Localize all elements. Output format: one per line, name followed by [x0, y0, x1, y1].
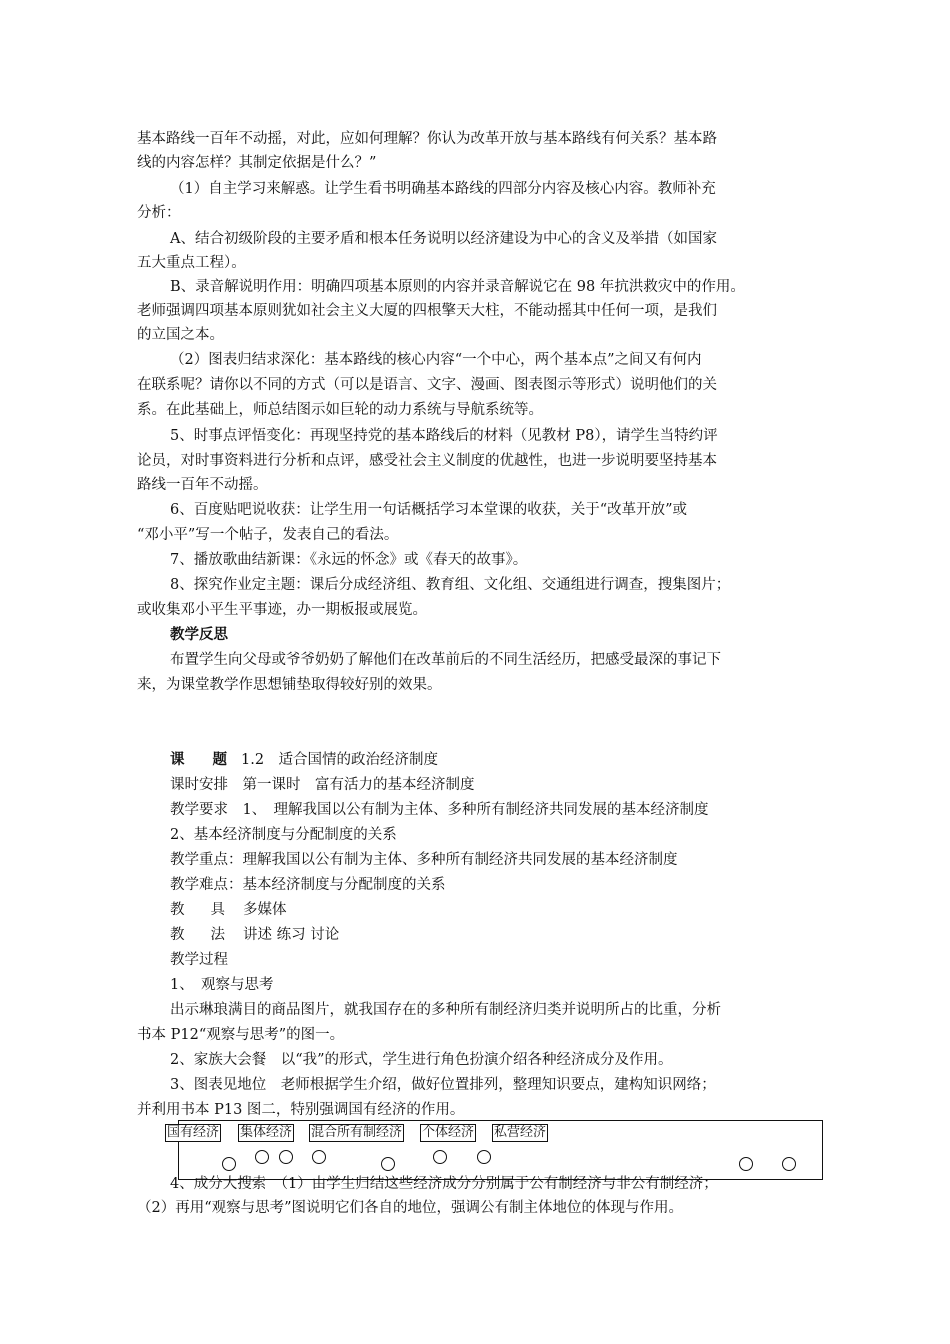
lesson-title-label: 题 [212, 751, 227, 768]
teaching-method-line [170, 925, 339, 945]
paragraph-line: 5、时事点评悟变化：再现坚持党的基本路线后的材料（见教材 P8），请学生当特约评 [170, 428, 718, 444]
diagram-circle [312, 1150, 326, 1164]
paragraph-line: 在联系呢？请你以不同的方式（可以是语言、文字、漫画、图表图示等形式）说明他们的关 [137, 377, 717, 393]
paragraph-line: 2、家族大会餐 以“我”的形式，学生进行角色扮演介绍各种经济成分及作用。 [170, 1052, 673, 1068]
label-char: 法 [210, 927, 225, 943]
lesson-title-label: 课 [170, 751, 185, 768]
paragraph-line: （1）自主学习来解惑。让学生看书明确基本路线的四部分内容及核心内容。教师补充 [170, 181, 716, 197]
diagram-circle [782, 1157, 796, 1171]
paragraph-line: 五大重点工程）。 [137, 255, 246, 271]
paragraph-line: 7、播放歌曲结新课：《永远的怀念》或《春天的故事》。 [170, 552, 528, 568]
paragraph-line: 书本 P12“观察与思考”的图一。 [137, 1027, 345, 1043]
paragraph-line: 4、成分大搜索 （1）由学生归结这些经济成分分别属于公有制经济与非公有制经济； [170, 1176, 718, 1192]
lesson-title: 1.2 适合国情的政治经济制度 [241, 752, 439, 768]
paragraph-line: （2）再用“观察与思考”图说明它们各自的地位，强调公有制主体地位的体现与作用。 [137, 1200, 684, 1216]
paragraph-line: 路线一百年不动摇。 [137, 477, 268, 493]
diagram-circle [279, 1150, 293, 1164]
paragraph-line: 3、图表见地位 老师根据学生介绍，做好位置排列，整理知识要点，建构知识网络； [170, 1077, 716, 1093]
paragraph-line: 课时安排 第一课时 富有活力的基本经济制度 [170, 777, 475, 793]
paragraph-line: 布置学生向父母或爷爷奶奶了解他们在改革前后的不同生活经历，把感受最深的事记下 [170, 652, 721, 668]
diagram-tag: 混合所有制经济 [311, 1125, 403, 1140]
label-char: 具 [210, 902, 225, 918]
paragraph-line: 老师强调四项基本原则犹如社会主义大厦的四根擎天大柱，不能动摇其中任何一项，是我们 [137, 303, 717, 319]
paragraph-line: 8、探究作业定主题：课后分成经济组、教育组、文化组、交通组进行调查，搜集图片； [170, 577, 731, 593]
diagram-tag: 国有经济 [167, 1125, 220, 1140]
paragraph-line: B、录音解说明作用：明确四项基本原则的内容并录音解说它在 98 年抗洪救灾中的作用。 [170, 279, 745, 295]
paragraph-line: 或收集邓小平生平事迹，办一期板报或展览。 [137, 602, 427, 618]
paragraph-line: 来，为课堂教学作思想铺垫取得较好别的效果。 [137, 677, 442, 693]
teaching-method-value: 讲述 练习 讨论 [243, 927, 340, 943]
paragraph-line: 1、 观察与思考 [170, 977, 274, 993]
paragraph-line: 出示琳琅满目的商品图片，就我国存在的多种所有制经济归类并说明所占的比重，分析 [170, 1002, 721, 1018]
diagram-tag: 私营经济 [494, 1125, 547, 1140]
paragraph-line: 系。在此基础上，师总结图示如巨轮的动力系统与导航系统等。 [137, 402, 543, 418]
diagram-tag: 个体经济 [422, 1125, 475, 1140]
paragraph-line: “邓小平”写一个帖子，发表自己的看法。 [137, 527, 399, 543]
label-char: 教 [170, 902, 185, 918]
diagram-circle [433, 1150, 447, 1164]
paragraph-line: A、结合初级阶段的主要矛盾和根本任务说明以经济建设为中心的含义及举措（如国家 [170, 231, 717, 247]
teaching-tools-line [170, 900, 287, 920]
paragraph-line: 的立国之本。 [137, 327, 224, 343]
diagram-tag: 集体经济 [240, 1125, 293, 1140]
label-char: 教 [170, 927, 185, 943]
diagram-circle [222, 1157, 236, 1171]
diagram-circle [381, 1157, 395, 1171]
lesson-title-line [170, 750, 438, 770]
paragraph-line: 教学要求 1、 理解我国以公有制为主体、多种所有制经济共同发展的基本经济制度 [170, 802, 709, 818]
paragraph-line: 论员，对时事资料进行分析和点评，感受社会主义制度的优越性，也进一步说明要坚持基本 [137, 453, 717, 469]
diagram-circle [739, 1157, 753, 1171]
paragraph-line: 教学过程 [170, 952, 228, 968]
diagram-circle [255, 1150, 269, 1164]
paragraph-line: 并利用书本 P13 图二，特别强调国有经济的作用。 [137, 1102, 465, 1118]
paragraph-line: 6、百度贴吧说收获：让学生用一句话概括学习本堂课的收获，关于“改革开放”或 [170, 502, 688, 518]
paragraph-line: 2、基本经济制度与分配制度的关系 [170, 827, 397, 843]
paragraph-line: （2）图表归结求深化：基本路线的核心内容“一个中心，两个基本点”之间又有何内 [170, 352, 702, 368]
paragraph-line: 线的内容怎样？其制定依据是什么？” [137, 155, 377, 171]
paragraph-line: 教学重点：理解我国以公有制为主体、多种所有制经济共同发展的基本经济制度 [170, 852, 678, 868]
diagram-circle [477, 1150, 491, 1164]
section-heading: 教学反思 [170, 626, 228, 643]
paragraph-line: 基本路线一百年不动摇，对此，应如何理解？你认为改革开放与基本路线有何关系？基本路 [137, 131, 717, 147]
paragraph-line: 教学难点：基本经济制度与分配制度的关系 [170, 877, 446, 893]
teaching-tools-value: 多媒体 [243, 902, 287, 918]
paragraph-line: 分析： [137, 205, 181, 221]
